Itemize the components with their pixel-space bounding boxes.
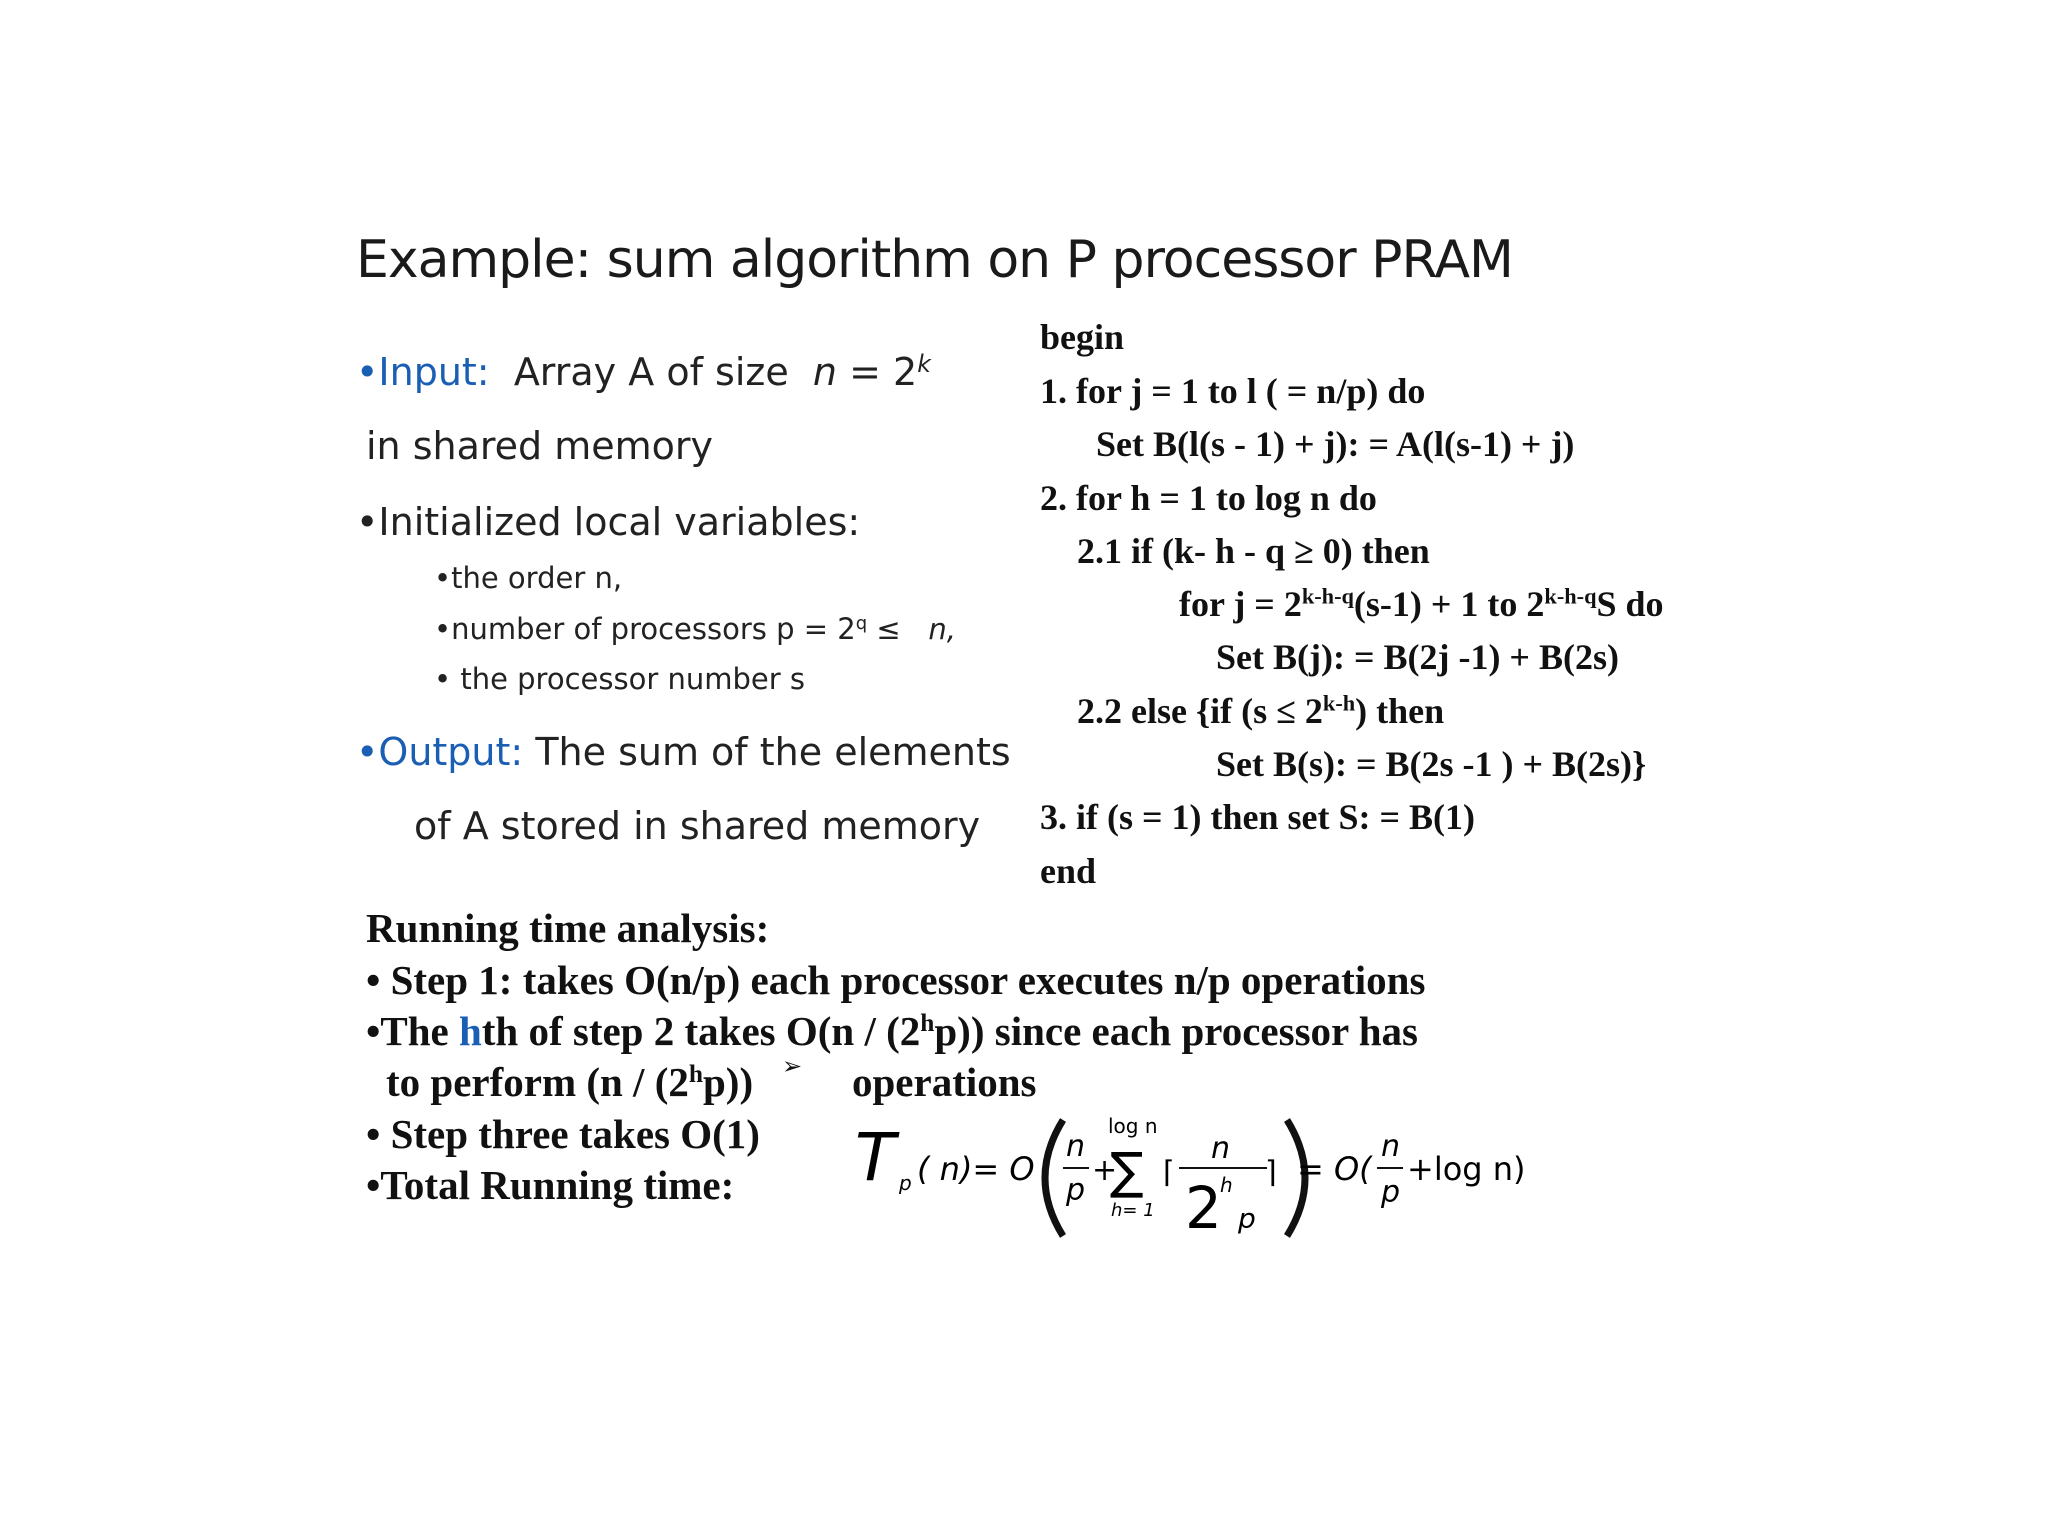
analysis-total: •Total Running time:	[366, 1162, 735, 1208]
analysis-heading: Running time analysis:	[366, 905, 770, 951]
input-label: •Input:	[356, 350, 490, 394]
formula-sum-upper: log n	[1108, 1114, 1158, 1138]
input-n: n	[812, 350, 837, 394]
code-line-2-2b: Set B(s): = B(2s -1 ) + B(2s)}	[1216, 744, 1647, 784]
analysis-step1: • Step 1: takes O(n/p) each processor executes n/p operations	[366, 957, 1426, 1003]
formula-rbr: ⌉	[1265, 1155, 1277, 1190]
formula-sigma: ∑	[1110, 1142, 1144, 1200]
input-line	[356, 350, 931, 394]
formula-n1: n	[1066, 1129, 1086, 1164]
formula-T: T	[855, 1119, 896, 1196]
formula-plus: +	[1092, 1153, 1118, 1188]
init-procs-n: n,	[928, 612, 956, 646]
step2b-sup: h	[688, 1060, 703, 1089]
formula-lhs: ( n)= O	[917, 1150, 1035, 1188]
input-cont: in shared memory	[366, 424, 714, 468]
formula-p2: p	[1238, 1202, 1256, 1235]
formula-p-sub: p	[899, 1171, 912, 1195]
formula-h-sup: h	[1220, 1173, 1233, 1197]
code-2-1a-pre: for j = 2	[1179, 584, 1302, 624]
step2-mid: th of step 2 takes O(n / (2	[481, 1008, 921, 1054]
formula-two: 2	[1185, 1174, 1222, 1242]
formula-tail: +log n)	[1407, 1150, 1526, 1188]
output-label: •Output:	[356, 730, 524, 774]
code-line-2-1: 2.1 if (k- h - q ≥ 0) then	[1077, 531, 1430, 571]
step2-sup: h	[920, 1009, 935, 1038]
input-eq: = 2	[849, 350, 918, 394]
arrow-icon: ➢	[782, 1052, 803, 1080]
formula-lbr: ⌈	[1163, 1155, 1175, 1190]
step2b-post: p))	[703, 1059, 754, 1105]
init-label: •Initialized local variables:	[356, 500, 861, 544]
step2b-pre: to perform (n / (2	[386, 1059, 689, 1105]
formula-rhs: = O(	[1297, 1150, 1372, 1188]
analysis-step3: • Step three takes O(1)	[366, 1111, 760, 1157]
code-line-2-2	[1077, 690, 1444, 732]
init-procs-post: ≤	[867, 612, 901, 646]
analysis-step2b	[386, 1058, 753, 1106]
formula-p3: p	[1381, 1175, 1401, 1210]
formula-p1: p	[1066, 1173, 1086, 1208]
code-line-2: 2. for h = 1 to log n do	[1040, 478, 1377, 518]
code-end: end	[1040, 851, 1097, 891]
code-2-2-pre: 2.2 else {if (s ≤ 2	[1077, 691, 1323, 731]
code-line-1: 1. for j = 1 to l ( = n/p) do	[1040, 371, 1426, 411]
init-order: •the order n,	[434, 561, 623, 595]
code-2-1a-mid: (s-1) + 1 to 2	[1353, 584, 1545, 624]
input-text: Array A of size	[513, 350, 789, 394]
analysis-step2	[366, 1007, 1418, 1055]
formula-sum-lower: h= 1	[1111, 1200, 1155, 1221]
output-text: The sum of the elements	[535, 730, 1011, 774]
left-paren	[1045, 1120, 1063, 1236]
step2-h: h	[458, 1008, 482, 1054]
formula-n2: n	[1211, 1131, 1231, 1166]
step2b-operations: operations	[852, 1059, 1037, 1105]
slide-title: Example: sum algorithm on P processor PRAM	[356, 230, 1513, 290]
code-2-1a-post: S do	[1596, 584, 1664, 624]
code-2-1a-sup2: k-h-q	[1544, 583, 1597, 609]
input-sup: k	[917, 350, 931, 379]
formula-n3: n	[1381, 1129, 1401, 1164]
output-line	[356, 730, 1011, 774]
code-2-2-sup: k-h	[1322, 690, 1356, 716]
code-line-2-1b: Set B(j): = B(2j -1) + B(2s)	[1216, 637, 1619, 677]
code-2-1a-sup1: k-h-q	[1301, 583, 1354, 609]
init-procs	[434, 612, 956, 646]
init-procs-pre: •number of processors p = 2	[434, 612, 856, 646]
init-procnum: • the processor number s	[434, 662, 805, 696]
code-line-3: 3. if (s = 1) then set S: = B(1)	[1040, 797, 1475, 837]
step2-post: p)) since each processor has	[934, 1008, 1419, 1054]
output-cont: of A stored in shared memory	[414, 804, 981, 848]
init-procs-sup: q	[855, 613, 868, 635]
running-time-formula	[855, 1108, 1535, 1248]
code-2-2-post: ) then	[1355, 691, 1445, 731]
code-line-1b: Set B(l(s - 1) + j): = A(l(s-1) + j)	[1096, 424, 1575, 464]
step2-pre: •The	[366, 1008, 459, 1054]
code-begin: begin	[1040, 317, 1125, 357]
code-line-2-1a	[1179, 583, 1664, 625]
